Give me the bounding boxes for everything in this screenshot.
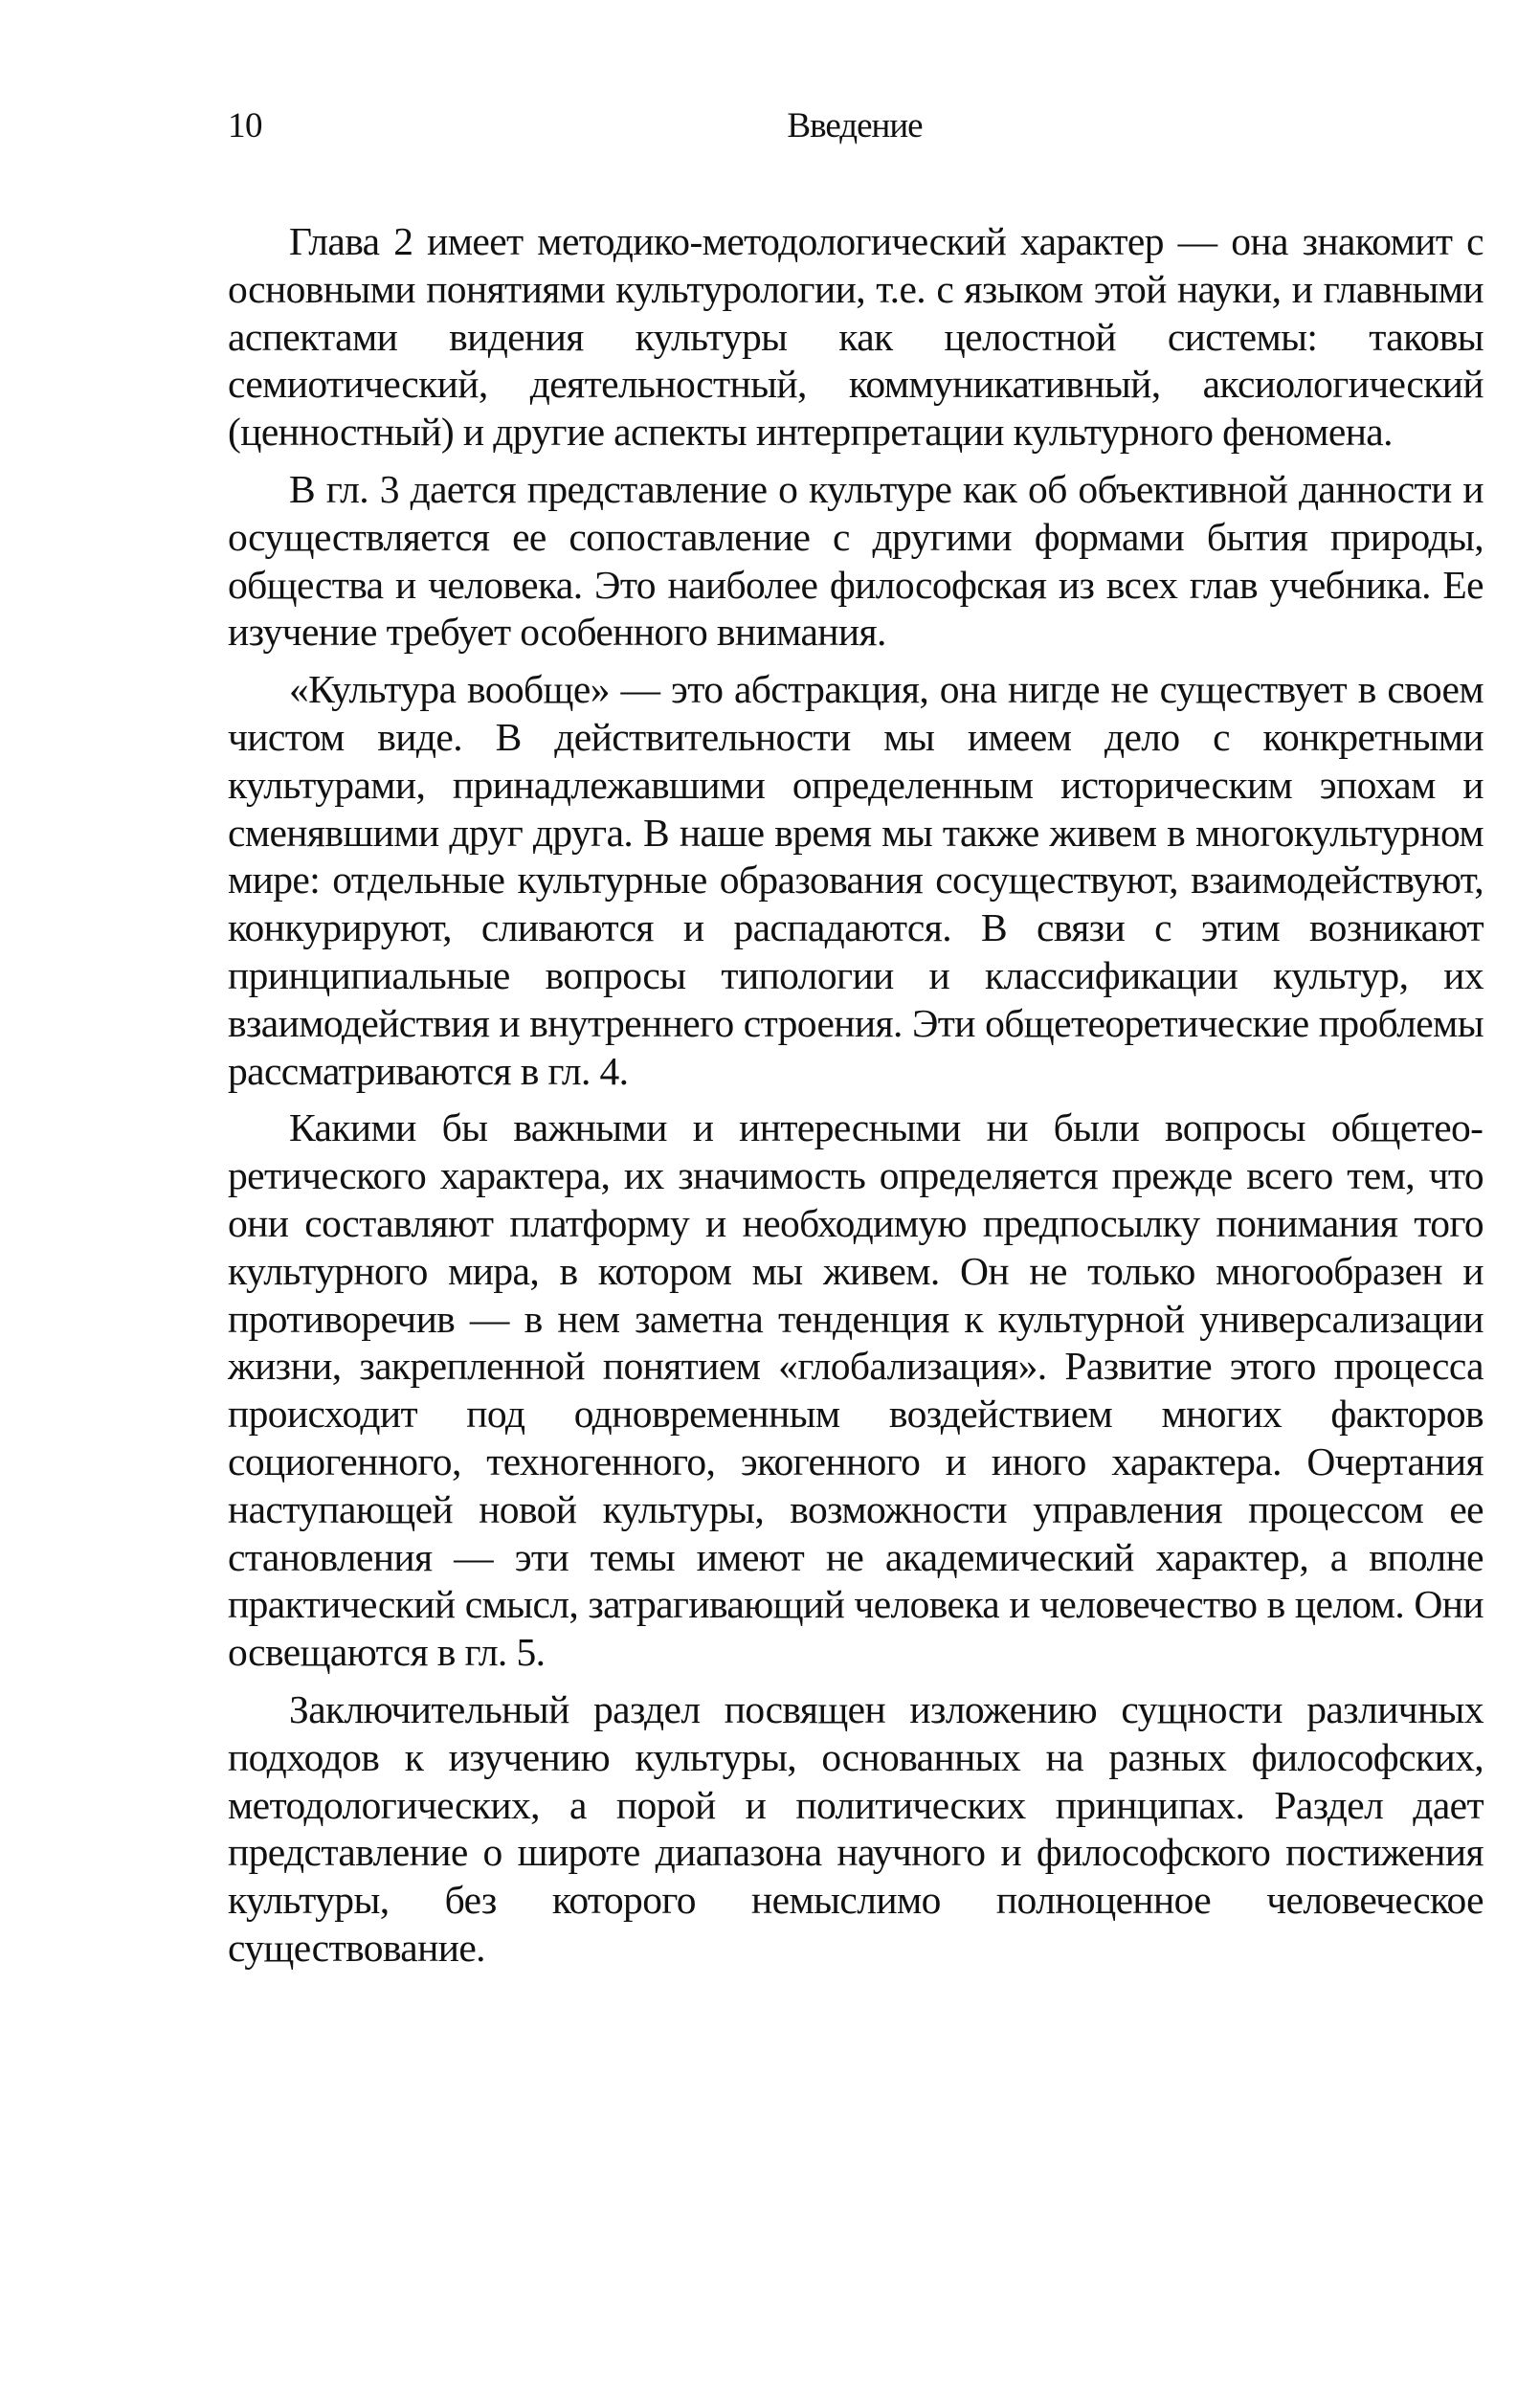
paragraph-chapter-2: Глава 2 имеет методико-методологический характер — она знакомит с основными понятиями культурологии, т.е. с языком этой науки, и главными аспектами видения культуры как целостной системы: таковы семиотический, деятельностный, коммуникативный, аксиологический (ценностный) и другие аспекты интерпретации культурного феномена. xyxy=(228,219,1484,455)
page-number: 10 xyxy=(228,106,262,145)
body-text xyxy=(228,218,1484,1982)
paragraph-chapter-5: Какими бы важными и интересными ни были вопросы общетеоретического характера, их значимость определяется прежде всего тем, что они составляют платформу и необходимую предпосылку понимания того культурного мира, в котором мы живем. Он не только многообразен и противоречив — в нем заметна тенденция к культурной универсализации жизни, закрепленной понятием «глобализация». Развитие этого процесса происходит под одновременным воздействием многих факторов социогенного, техногенного, экогенного и иного характера. Очертания наступающей новой культуры, возможности управления процессом ее становления — эти темы имеют не академический характер, а вполне практический смысл, затрагивающий человека и человечество в целом. Они освещаются в гл. 5. xyxy=(228,1105,1484,1675)
running-title: Введение xyxy=(787,106,923,145)
paragraph-chapter-4: «Культура вообще» — это абстракция, она нигде не существует в своем чистом виде. В действительности мы имеем дело с конкретными культурами, принадлежавшими определенным историческим эпохам и сменявшими друг друга. В наше время мы также живем в многокультурном мире: отдельные культурные образования сосуществуют, взаимодействуют, конкурируют, сливаются и распадаются. В связи с этим возникают принципиальные вопросы типологии и классификации культур, их взаимодействия и внутреннего строения. Эти общетеоретические проблемы рассматриваются в гл. 4. xyxy=(228,667,1484,1093)
running-head xyxy=(228,103,1482,149)
paragraph-final-section: Заключительный раздел посвящен изложению сущности различных подходов к изучению культуры, основанных на разных философских, методологических, а порой и политических принципах. Раздел дает представление о широте диапазона научного и философского постижения культуры, без которого немыслимо полноценное человеческое существование. xyxy=(228,1686,1484,1970)
paragraph-chapter-3: В гл. 3 дается представление о культуре как об объективной данности и осуществляется ее сопоставление с другими формами бытия природы, общества и человека. Это наиболее философская из всех глав учебника. Ее изучение требует особенного внимания. xyxy=(228,466,1484,655)
